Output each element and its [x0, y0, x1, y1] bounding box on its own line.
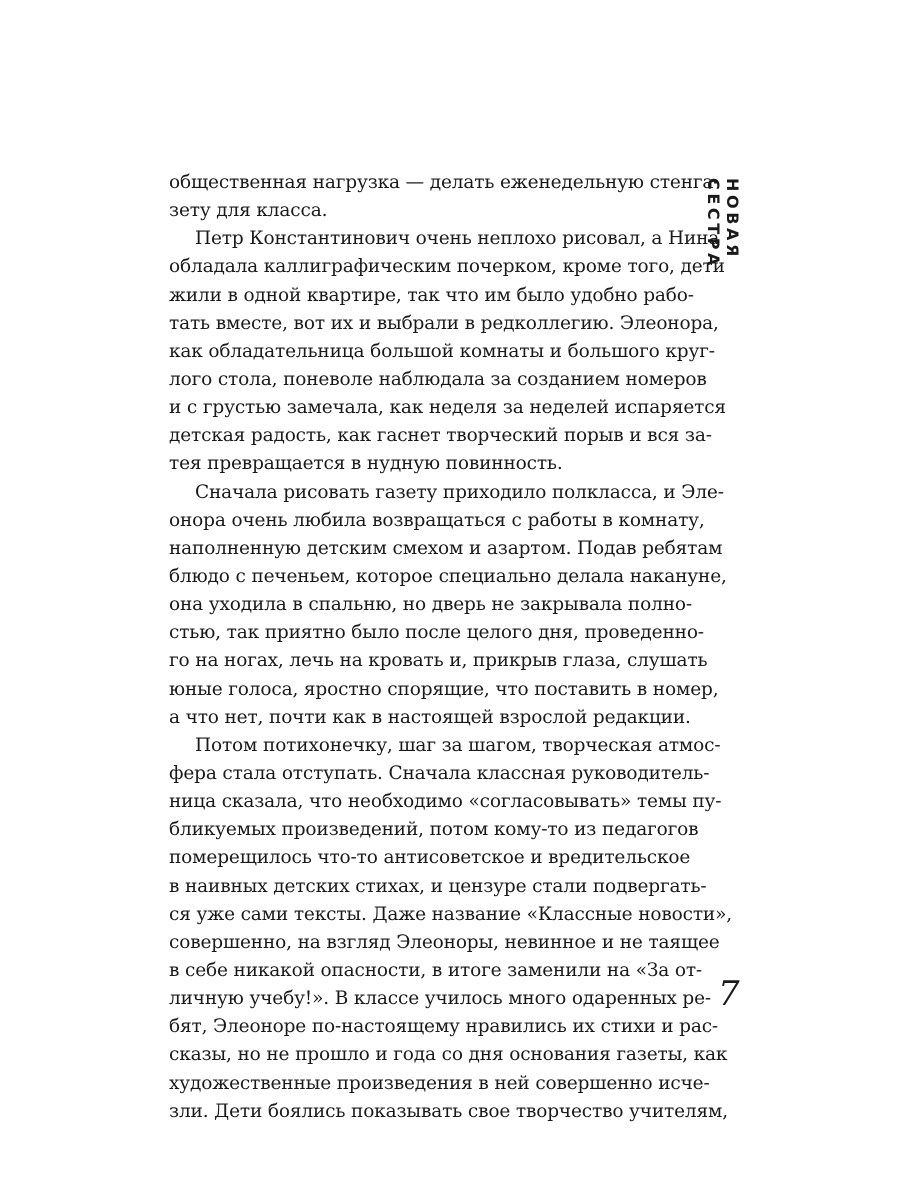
- text-line: сказы, но не прошло и года со дня основания газеты, как: [169, 1044, 728, 1066]
- text-line: детская радость, как гаснет творческий порыв и вся за-: [169, 425, 712, 447]
- text-line: фера стала отступать. Сначала классная руководитель-: [169, 762, 710, 784]
- text-line: зли. Дети боялись показывать свое творчество учителям,: [169, 1100, 729, 1122]
- text-line: наполненную детским смехом и азартом. Подав ребятам: [169, 537, 723, 559]
- text-line: жили в одной квартире, так что им было удобно рабо-: [169, 284, 694, 306]
- text-line: в наивных детских стихах, и цензуре стали подвергать-: [169, 875, 707, 897]
- text-line: ница сказала, что необходимо «согласовывать» темы пу-: [169, 791, 722, 813]
- text-line: Потом потихонечку, шаг за шагом, творческая атмос-: [195, 734, 721, 756]
- text-line: тать вместе, вот их и выбрали в редколлегию. Элеонора,: [169, 312, 719, 334]
- text-line: го на ногах, лечь на кровать и, прикрыв глаза, слушать: [169, 650, 708, 672]
- text-line: художественные произведения в ней совершенно исче-: [169, 1072, 710, 1094]
- text-line: лого стола, поневоле наблюдала за созданием номеров: [169, 368, 707, 390]
- running-head: НОВАЯ СЕСТРА: [704, 178, 742, 270]
- text-line: совершенно, на взгляд Элеоноры, невинное и не таящее: [169, 931, 720, 953]
- text-line: блюдо с печеньем, которое специально делала накануне,: [169, 565, 727, 587]
- text-line: тея превращается в нудную повинность.: [169, 453, 563, 475]
- text-line: бят, Элеоноре по-настоящему нравились их стихи и рас-: [169, 1016, 719, 1038]
- text-line: общественная нагрузка — делать еженедельную стенга-: [169, 172, 720, 193]
- text-line: зету для класса.: [169, 200, 328, 222]
- text-line: померещилось что-то антисоветское и вредительское: [169, 847, 691, 869]
- text-line: она уходила в спальню, но дверь не закрывала полно-: [169, 594, 692, 616]
- text-line: как обладательница большой комнаты и большого круг-: [169, 340, 715, 362]
- text-line: юные голоса, яростно спорящие, что поставить в номер,: [169, 678, 719, 700]
- text-line: и с грустью замечала, как неделя за неделей испаряется: [169, 397, 726, 419]
- text-line: онора очень любила возвращаться с работы в комнату,: [169, 509, 705, 531]
- text-line: ся уже сами тексты. Даже название «Классные новости»,: [169, 903, 732, 925]
- text-line: стью, так приятно было после целого дня, проведенно-: [169, 622, 704, 644]
- text-line: личную учебу!». В классе училось много одаренных ре-: [169, 988, 711, 1010]
- page-number: 7: [718, 974, 740, 1014]
- text-line: обладала каллиграфическим почерком, кроме того, дети: [169, 256, 725, 278]
- text-line: бликуемых произведений, потом кому-то из педагогов: [169, 819, 699, 841]
- text-line: Сначала рисовать газету приходило полкласса, и Эле-: [195, 481, 724, 503]
- text-line: Петр Константинович очень неплохо рисовал, а Нина: [195, 228, 720, 250]
- text-line: в себе никакой опасности, в итоге заменили на «За от-: [169, 959, 703, 981]
- text-line: а что нет, почти как в настоящей взрослой редакции.: [169, 706, 691, 728]
